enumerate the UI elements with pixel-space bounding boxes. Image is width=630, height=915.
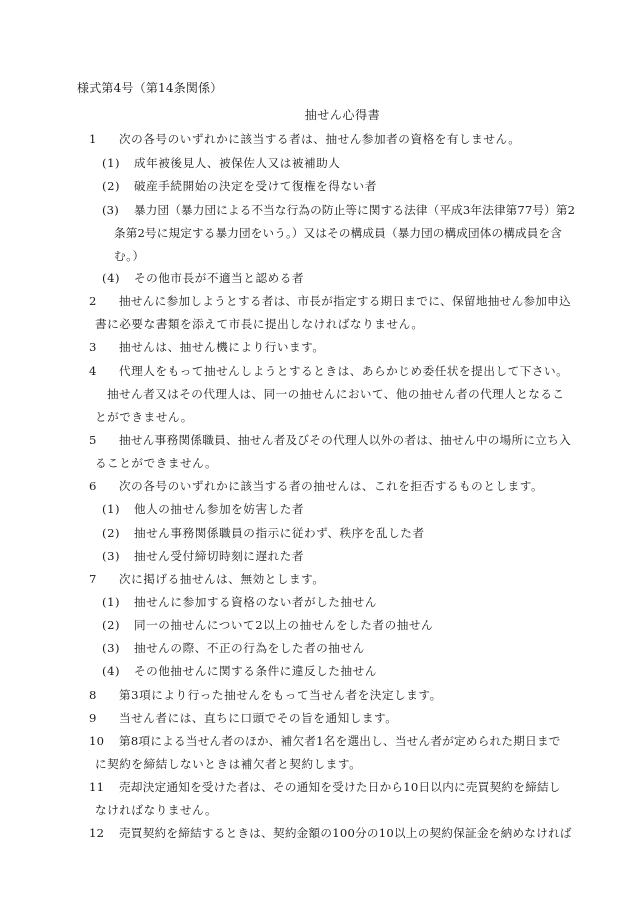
sub-number: (4) <box>102 271 121 285</box>
item-11 <box>89 780 561 794</box>
item-6-sub-1 <box>102 502 304 516</box>
sub-number: (1) <box>102 156 121 170</box>
item-number: 1 <box>89 132 97 146</box>
item-text: 売却決定通知を受けた者は、その通知を受けた日から10日以内に売買契約を締結し <box>119 780 561 794</box>
item-text: 次に掲げる抽せんは、無効とします。 <box>119 572 325 586</box>
item-1-sub-2 <box>102 179 377 193</box>
item-11-continuation: なければなりません。 <box>95 803 218 817</box>
form-number: 様式第4号（第14条関係） <box>77 81 223 95</box>
item-1-sub-4 <box>102 271 304 285</box>
item-number: 6 <box>89 479 97 493</box>
item-8 <box>89 688 442 702</box>
item-4-paragraph-2: 抽せん者又はその代理人は、同一の抽せんにおいて、他の抽せん者の代理人となるこ <box>107 387 565 401</box>
item-text: 売買契約を締結するときは、契約金額の100分の10以上の契約保証金を納めなければ <box>119 826 572 840</box>
item-7-sub-2 <box>102 618 433 632</box>
sub-text: 抽せん受付締切時刻に遅れた者 <box>134 549 305 563</box>
item-7-sub-1 <box>102 595 377 609</box>
item-1-sub-3-continuation-2: む。） <box>114 249 145 263</box>
item-7-sub-3 <box>102 641 365 655</box>
item-number: 11 <box>89 780 105 794</box>
item-number: 3 <box>89 340 97 354</box>
item-text: 次の各号のいずれかに該当する者の抽せんは、これを拒否するものとします。 <box>119 479 544 493</box>
item-5-continuation: ることができません。 <box>95 456 218 470</box>
item-1 <box>89 132 520 146</box>
sub-text: 成年被後見人、被保佐人又は被補助人 <box>134 156 341 170</box>
item-text: 抽せん事務関係職員、抽せん者及びその代理人以外の者は、抽せん中の場所に立ち入 <box>119 433 571 447</box>
sub-number: (2) <box>102 526 121 540</box>
item-7 <box>89 572 325 586</box>
item-6-sub-3 <box>102 549 304 563</box>
item-9 <box>89 711 397 725</box>
sub-text: 他人の抽せん参加を妨害した者 <box>134 502 305 516</box>
document-title: 抽せん心得書 <box>304 108 381 122</box>
item-number: 5 <box>89 433 97 447</box>
item-number: 9 <box>89 711 97 725</box>
sub-number: (2) <box>102 179 121 193</box>
item-4 <box>89 364 568 378</box>
sub-number: (1) <box>102 502 121 516</box>
item-2 <box>89 294 571 308</box>
item-text: 当せん者には、直ちに口頭でその旨を通知します。 <box>119 711 398 725</box>
item-number: 12 <box>89 826 105 840</box>
item-6-sub-2 <box>102 526 425 540</box>
item-10 <box>89 734 561 748</box>
item-text: 第3項により行った抽せんをもって当せん者を決定します。 <box>119 688 442 702</box>
sub-text: その他抽せんに関する条件に違反した抽せん <box>134 664 377 678</box>
sub-number: (1) <box>102 595 121 609</box>
item-12 <box>89 826 572 840</box>
sub-number: (4) <box>102 664 121 678</box>
item-number: 4 <box>89 364 97 378</box>
sub-text: 抽せん事務関係職員の指示に従わず、秩序を乱した者 <box>134 526 425 540</box>
item-text: 次の各号のいずれかに該当する者は、抽せん参加者の資格を有しません。 <box>119 132 521 146</box>
sub-text: 抽せんに参加する資格のない者がした抽せん <box>134 595 377 609</box>
sub-text: その他市長が不適当と認める者 <box>134 271 305 285</box>
item-1-sub-1 <box>102 156 340 170</box>
item-number: 10 <box>89 734 105 748</box>
item-number: 2 <box>89 294 97 308</box>
item-text: 抽せんに参加しようとする者は、市長が指定する期日までに、保留地抽せん参加申込 <box>119 294 571 308</box>
sub-text: 破産手続開始の決定を受けて復権を得ない者 <box>134 179 377 193</box>
item-6 <box>89 479 543 493</box>
item-4-continuation: とができません。 <box>95 410 193 424</box>
item-1-sub-3-continuation: 条第2号に規定する暴力団をいう。）又はその構成員（暴力団の構成団体の構成員を含 <box>114 226 562 240</box>
sub-text: 同一の抽せんについて2以上の抽せんをした者の抽せん <box>134 618 434 632</box>
item-text: 抽せんは、抽せん機により行います。 <box>119 340 325 354</box>
item-number: 8 <box>89 688 97 702</box>
sub-number: (2) <box>102 618 121 632</box>
item-text: 代理人をもって抽せんしようとするときは、あらかじめ委任状を提出して下さい。 <box>119 364 569 378</box>
sub-text: 暴力団（暴力団による不当な行為の防止等に関する法律（平成3年法律第77号）第2 <box>134 203 576 217</box>
item-2-continuation: 書に必要な書類を添えて市長に提出しなければなりません。 <box>95 317 424 331</box>
item-7-sub-4 <box>102 664 377 678</box>
sub-number: (3) <box>102 549 121 563</box>
item-5 <box>89 433 571 447</box>
item-1-sub-3 <box>102 203 575 217</box>
item-number: 7 <box>89 572 97 586</box>
item-text: 第8項による当せん者のほか、補欠者1名を選出し、当せん者が定められた期日まで <box>119 734 561 748</box>
item-3 <box>89 340 325 354</box>
sub-text: 抽せんの際、不正の行為をした者の抽せん <box>134 641 365 655</box>
item-10-continuation: に契約を締結しないときは補欠者と契約します。 <box>95 757 362 771</box>
sub-number: (3) <box>102 641 121 655</box>
sub-number: (3) <box>102 203 119 217</box>
